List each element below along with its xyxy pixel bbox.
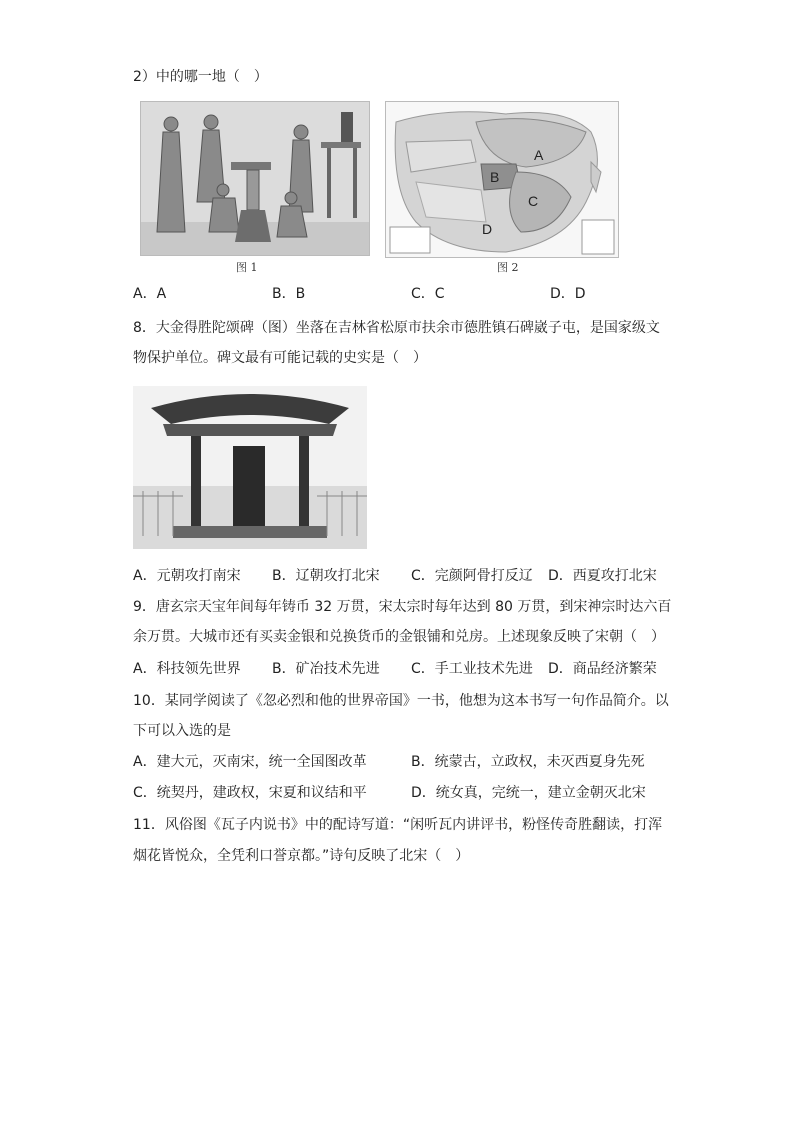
- map-label-b: B: [490, 169, 500, 185]
- q8-option-d[interactable]: D．西夏攻打北宋: [548, 568, 657, 584]
- q11-stem-line1: 11．风俗图《瓦子内说书》中的配诗写道：“闲听瓦内讲评书，粉怪传奇胜翻读，打浑: [133, 817, 663, 833]
- q9-stem-line2: 余万贯。大城市还有买卖金银和兑换货币的金银铺和兑房。上述现象反映了宋朝（ ）: [133, 629, 665, 645]
- q10-option-d[interactable]: D．统女真，完统一，建立金朝灭北宋: [411, 785, 646, 801]
- pavilion-illustration: [133, 386, 367, 549]
- map-label-a: A: [534, 147, 544, 163]
- q9-option-b[interactable]: B．矿冶技术先进: [272, 661, 380, 677]
- q10-stem-line2: 下可以入选的是: [133, 723, 231, 739]
- figure-stele-pavilion: [133, 386, 367, 549]
- q9-option-c[interactable]: C．手工业技术先进: [411, 661, 533, 677]
- q7-option-b[interactable]: B．B: [272, 286, 306, 302]
- q7-option-c[interactable]: C．C: [411, 286, 445, 302]
- q9-option-d[interactable]: D．商品经济繁荣: [548, 661, 657, 677]
- figure-1-painting: [140, 101, 370, 256]
- figure-2-caption: 图 2: [497, 261, 519, 274]
- q8-stem-line2: 物保护单位。碑文最有可能记载的史实是（ ）: [133, 350, 427, 366]
- painting-illustration: [141, 102, 369, 255]
- map-label-d: D: [482, 221, 493, 237]
- q8-option-c[interactable]: C．完颜阿骨打反辽: [411, 568, 533, 584]
- q8-option-b[interactable]: B．辽朝攻打北宋: [272, 568, 380, 584]
- q7-option-a[interactable]: A．A: [133, 286, 167, 302]
- map-label-c: C: [528, 193, 539, 209]
- q10-stem-line1: 10．某同学阅读了《忽必烈和他的世界帝国》一书，他想为这本书写一句作品简介。以: [133, 693, 669, 709]
- q10-option-b[interactable]: B．统蒙古，立政权，未灭西夏身先死: [411, 754, 645, 770]
- figure-2-map: [385, 101, 619, 258]
- q9-option-a[interactable]: A．科技领先世界: [133, 661, 241, 677]
- q7-stem-tail: 2）中的哪一地（ ）: [133, 69, 268, 85]
- q11-stem-line2: 烟花皆悦众，全凭利口誉京都。”诗句反映了北宋（ ）: [133, 848, 470, 864]
- q8-option-a[interactable]: A．元朝攻打南宋: [133, 568, 241, 584]
- q10-option-a[interactable]: A．建大元，灭南宋，统一全国图改革: [133, 754, 367, 770]
- map-illustration: [386, 102, 618, 257]
- q8-stem-line1: 8．大金得胜陀颂碑（图）坐落在吉林省松原市扶余市德胜镇石碑崴子屯，是国家级文: [133, 320, 660, 336]
- q7-option-d[interactable]: D．D: [550, 286, 586, 302]
- q9-stem-line1: 9．唐玄宗天宝年间每年铸币 32 万贯，宋太宗时每年达到 80 万贯，到宋神宗时达六百: [133, 599, 672, 615]
- q10-option-c[interactable]: C．统契丹，建政权，宋夏和议结和平: [133, 785, 367, 801]
- figure-1-caption: 图 1: [236, 261, 258, 274]
